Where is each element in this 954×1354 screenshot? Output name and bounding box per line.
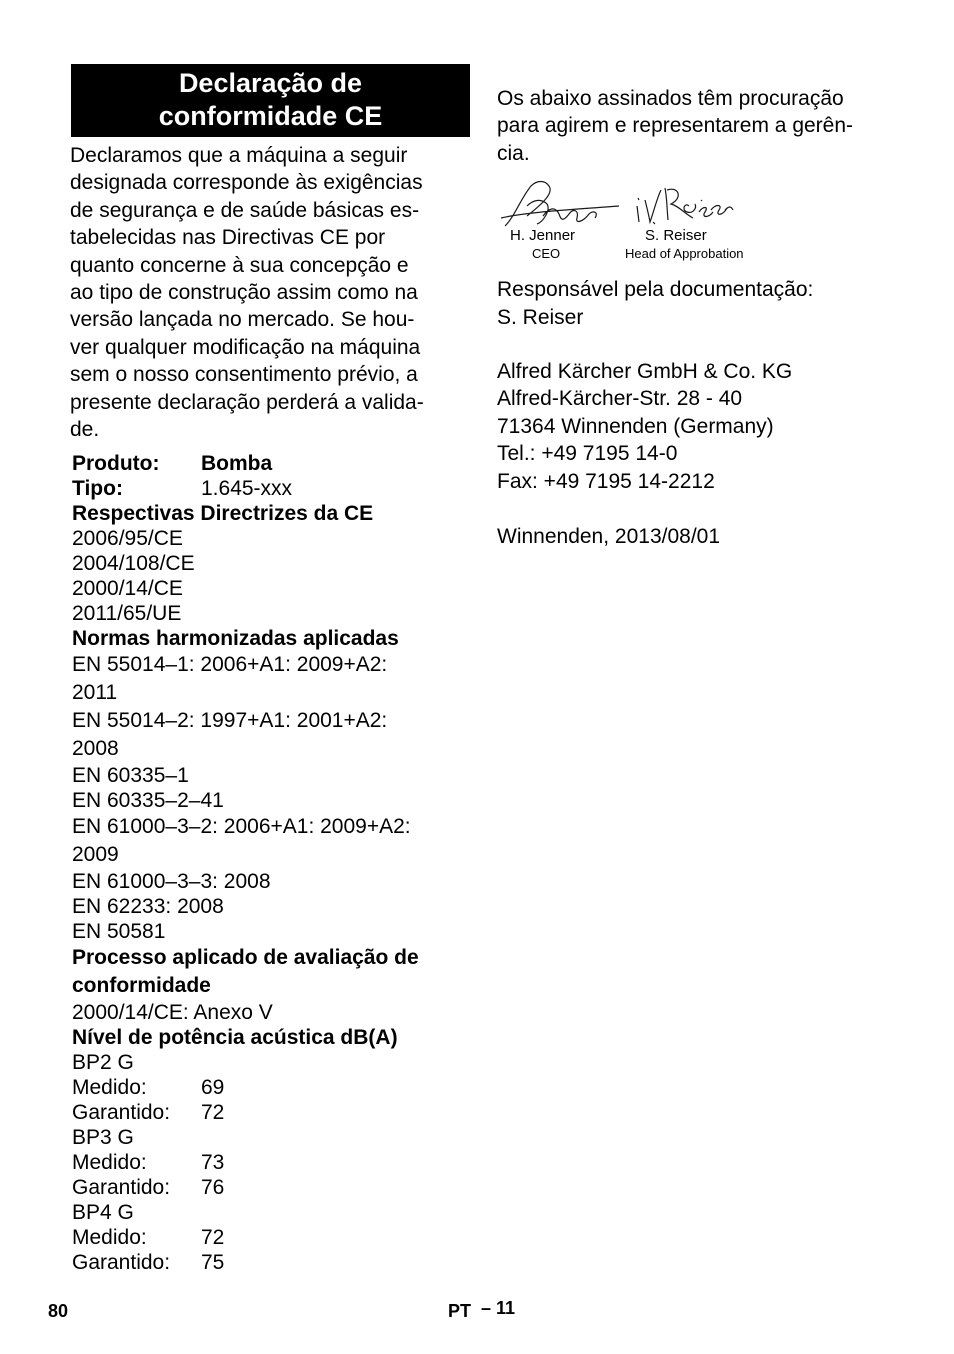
norm-item: 2009 [72,843,119,866]
noise-heading: Nível de potência acústica dB(A) [72,1026,398,1049]
title-line-1: Declaração de [178,68,363,98]
title-line-2: conformidade CE [158,101,383,131]
footer-section: – 11 [481,1298,516,1318]
guaranteed-label: Garantido: [72,1251,171,1274]
measured-label: Medido: [72,1151,147,1174]
page-title [71,64,470,137]
measured-label: Medido: [72,1076,147,1099]
noise-model-name: BP2 G [72,1051,134,1074]
measured-value: 69 [201,1076,225,1099]
norm-item: EN 55014–2: 1997+A1: 2001+A2: [72,709,388,732]
place-date: Winnenden, 2013/08/01 [497,525,721,548]
noise-model-name: BP4 G [72,1201,134,1224]
noise-guaranteed-row [72,1100,472,1125]
documentation-label: Responsável pela documentação: [497,278,814,301]
measured-label: Medido: [72,1226,147,1249]
intro-line: designada corresponde às exigências [70,171,423,195]
noise-measured-row [72,1150,472,1175]
noise-guaranteed-row [72,1175,472,1200]
intro-line: ao tipo de construção assim como na [70,281,418,305]
company-address [497,358,792,495]
product-label: Produto: [72,452,160,475]
page-number: 80 [48,1301,69,1321]
type-value: 1.645-xxx [201,477,293,500]
intro-paragraph [70,142,465,443]
jenner-signature-icon [501,182,619,227]
signatory-role: CEO [532,246,561,261]
norm-item: EN 60335–2–41 [72,789,224,812]
address-line: 71364 Winnenden (Germany) [497,414,774,438]
intro-line: de. [70,418,100,442]
address-line: Tel.: +49 7195 14-0 [497,442,678,466]
intro-line: tabelecidas nas Directivas CE por [70,226,386,250]
documentation-responsible [497,276,813,332]
specification-block [72,451,472,1275]
guaranteed-value: 76 [201,1176,225,1199]
address-line: Fax: +49 7195 14-2212 [497,469,715,493]
intro-line: quanto concerne à sua concepção e [70,253,409,277]
norm-item: EN 61000–3–2: 2006+A1: 2009+A2: [72,815,411,838]
norm-item: 2011 [72,681,118,704]
noise-measured-row [72,1075,472,1100]
assessment-heading-cont: conformidade [72,974,211,997]
footer-language: PT [448,1301,472,1321]
assessment-heading: Processo aplicado de avaliação de [72,946,419,969]
signatory-name: S. Reiser [645,227,707,244]
product-value: Bomba [201,452,273,475]
address-line: Alfred Kärcher GmbH & Co. KG [497,360,793,383]
norm-item: EN 62233: 2008 [72,895,224,918]
norm-item: EN 60335–1 [72,764,189,787]
intro-line: Declaramos que a máquina a seguir [70,144,408,167]
signatory-name: H. Jenner [510,227,576,244]
guaranteed-value: 75 [201,1251,225,1274]
noise-model-name: BP3 G [72,1126,134,1149]
type-label: Tipo: [72,477,123,500]
intro-line: presente declaração perderá a valida- [70,390,424,414]
norms-heading: Normas harmonizadas aplicadas [72,627,399,650]
intro-line: sem o nosso consentimento prévio, a [70,363,418,387]
signatories-line: para agirem e representarem a gerên- [497,114,854,138]
noise-guaranteed-row [72,1250,472,1275]
directive-item: 2000/14/CE [72,577,183,600]
measured-value: 72 [201,1226,225,1249]
signatories-line: cia. [497,141,530,165]
intro-line: versão lançada no mercado. Se hou- [70,308,415,332]
reiser-signature-icon [637,188,733,224]
measured-value: 73 [201,1151,225,1174]
guaranteed-label: Garantido: [72,1176,171,1199]
signature-block [497,176,797,266]
norm-item: 2008 [72,737,119,760]
norm-item: EN 55014–1: 2006+A1: 2009+A2: [72,653,388,676]
address-line: Alfred-Kärcher-Str. 28 - 40 [497,387,743,411]
noise-measured-row [72,1225,472,1250]
directive-item: 2011/65/UE [72,602,182,625]
directive-item: 2004/108/CE [72,552,195,575]
norm-item: EN 61000–3–3: 2008 [72,870,271,893]
signatories-line: Os abaixo assinados têm procuração [497,87,844,110]
intro-line: de segurança e de saúde básicas es- [70,198,420,222]
documentation-name: S. Reiser [497,306,584,329]
directives-heading: Respectivas Directrizes da CE [72,502,374,525]
signatory-role: Head of Approbation [625,246,744,261]
type-row [72,476,472,501]
norm-item: EN 50581 [72,920,166,943]
signatories-intro [497,85,897,167]
directive-item: 2006/95/CE [72,527,183,550]
product-row [72,451,472,476]
assessment-value: 2000/14/CE: Anexo V [72,1001,273,1024]
intro-line: ver qualquer modificação na máquina [70,335,421,359]
guaranteed-label: Garantido: [72,1101,171,1124]
guaranteed-value: 72 [201,1101,225,1124]
